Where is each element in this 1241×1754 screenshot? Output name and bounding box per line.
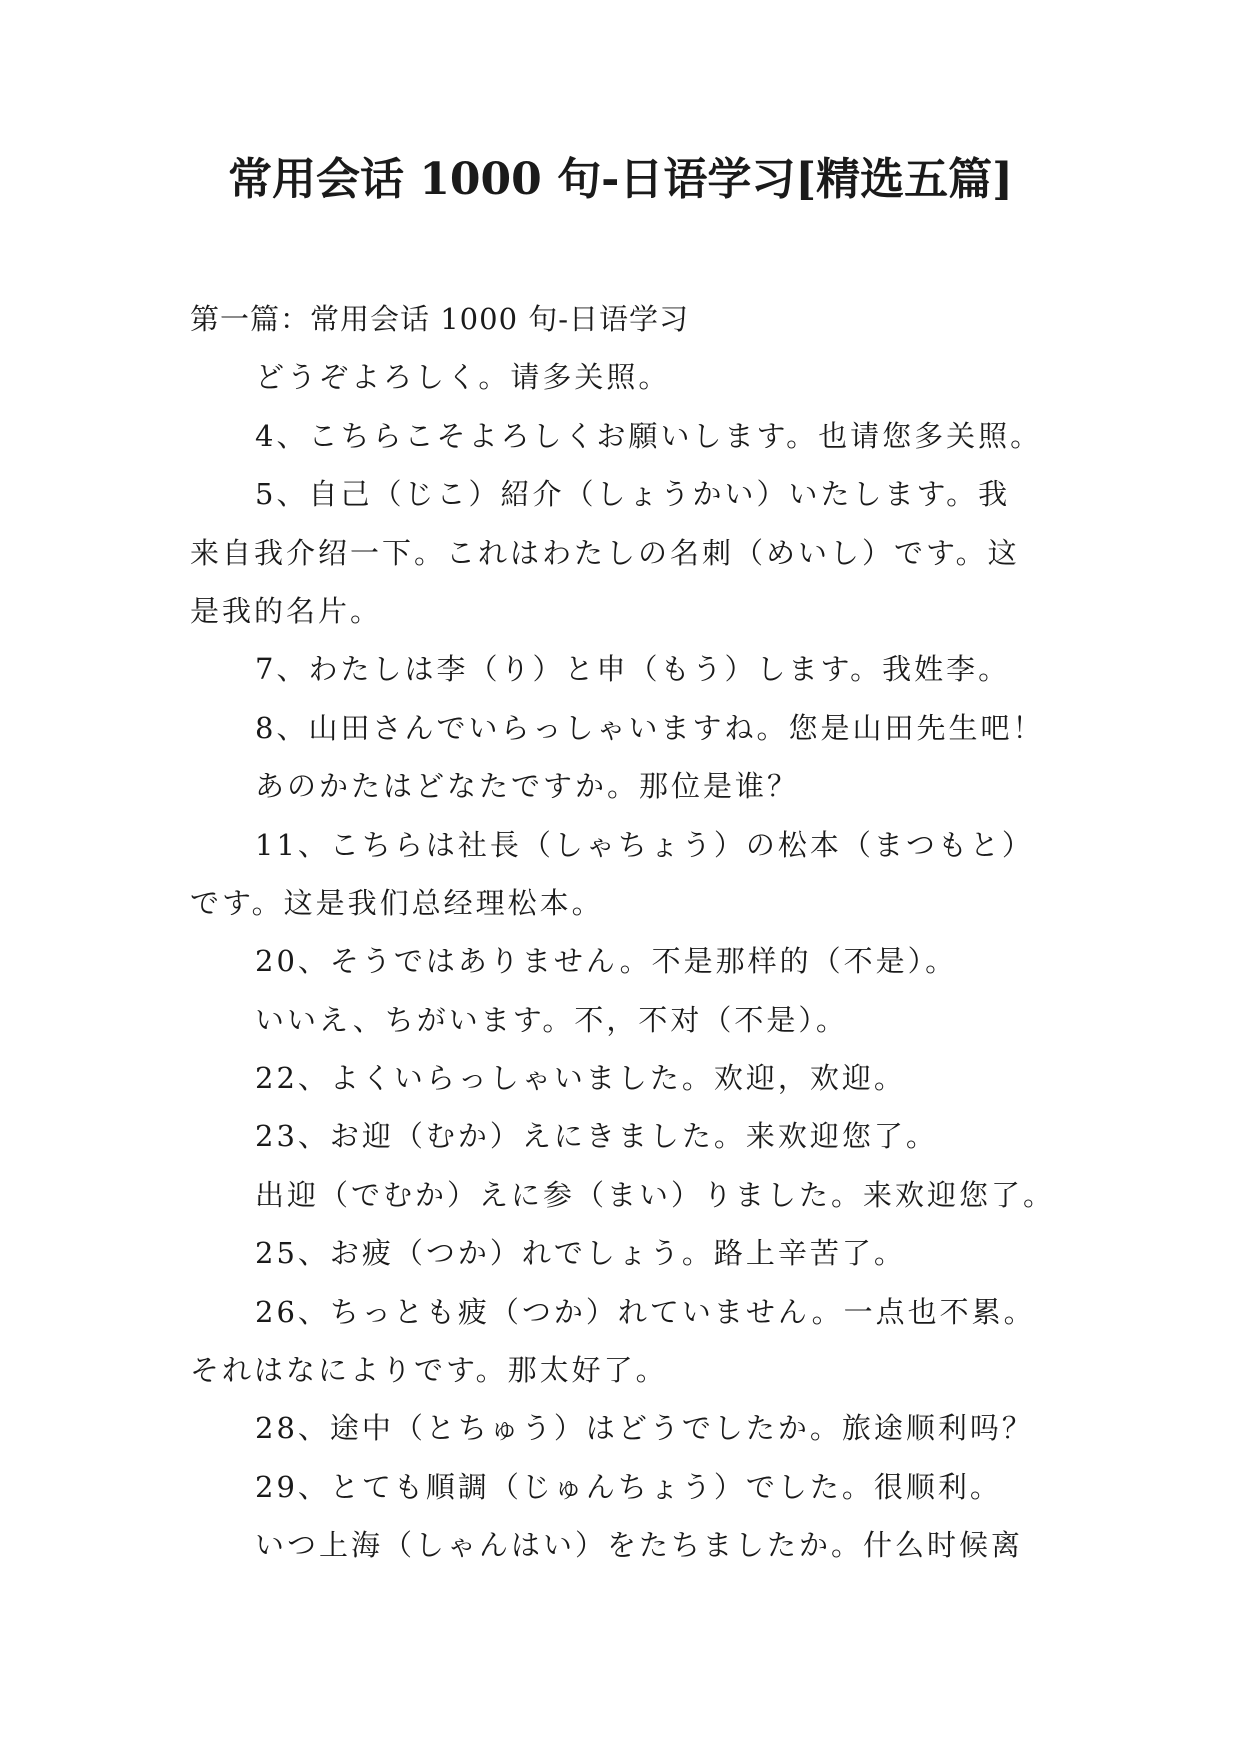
paragraph-line: 28、途中（とちゅう）はどうでしたか。旅途顺利吗？ — [255, 1411, 1034, 1446]
paragraph-line: 22、よくいらっしゃいました。欢迎，欢迎。 — [255, 1061, 906, 1096]
document-body — [190, 290, 1070, 1575]
paragraph-line: 5、自己（じこ）紹介（しょうかい）いたします。我 — [255, 477, 1011, 512]
paragraph-line: 26、ちっとも疲（つか）れていません。一点也不累。 — [255, 1294, 1036, 1329]
paragraph-line: 出迎（でむか）えに参（まい）りました。来欢迎您了。 — [255, 1177, 1056, 1212]
paragraph-line: 23、お迎（むか）えにきました。来欢迎您了。 — [255, 1119, 938, 1154]
paragraph-line: 11、こちらは社長（しゃちょう）の松本（まつもと） — [255, 827, 1034, 862]
paragraph-line: いつ上海（しゃんはい）をたちましたか。什么时候离 — [255, 1528, 1024, 1563]
paragraph-line: 7、わたしは李（り）と申（もう）します。我姓李。 — [255, 652, 1011, 687]
paragraph-line: どうぞよろしく。请多关照。 — [255, 360, 671, 395]
section-heading: 第一篇：常用会话 1000 句-日语学习 — [190, 302, 690, 336]
paragraph-line: いいえ、ちがいます。不，不对（不是）。 — [255, 1002, 848, 1037]
paragraph-line: 20、そうではありません。不是那样的（不是）。 — [255, 944, 958, 979]
paragraph-line: あのかたはどなたですか。那位是谁？ — [255, 769, 800, 804]
paragraph-line: 是我的名片。 — [190, 593, 383, 628]
paragraph-line: それはなによりです。那太好了。 — [190, 1353, 668, 1388]
paragraph-line: 29、とても順調（じゅんちょう）でした。很顺利。 — [255, 1469, 1002, 1504]
document-title: 常用会话 1000 句-日语学习[精选五篇] — [228, 154, 1013, 205]
paragraph-line: 来自我介绍一下。これはわたしの名刺（めいし）です。这 — [190, 535, 1020, 570]
paragraph-line: です。这是我们总经理松本。 — [190, 885, 604, 920]
paragraph-line: 25、お疲（つか）れでしょう。路上辛苦了。 — [255, 1236, 906, 1271]
paragraph-line: 8、山田さんでいらっしゃいますね。您是山田先生吧！ — [255, 710, 1045, 745]
paragraph-line: 4、こちらこそよろしくお願いします。也请您多关照。 — [255, 418, 1043, 453]
